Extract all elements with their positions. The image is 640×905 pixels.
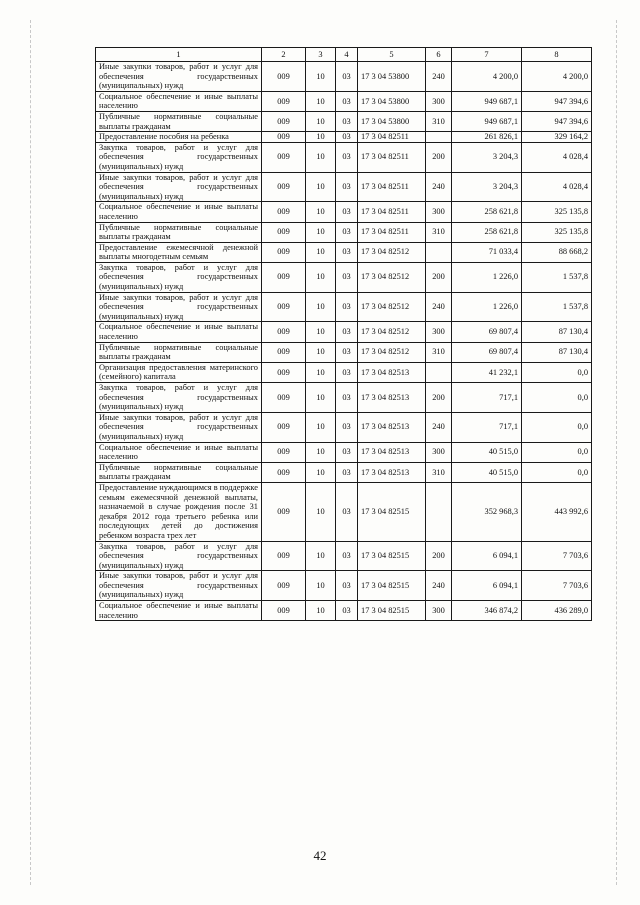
cell-amount-year-2: 7 703,6 xyxy=(522,541,592,571)
cell-subsection: 03 xyxy=(336,111,358,131)
cell-section: 10 xyxy=(306,322,336,342)
cell-subsection: 03 xyxy=(336,172,358,202)
table-row xyxy=(96,132,592,143)
cell-section: 10 xyxy=(306,482,336,541)
cell-target-article: 17 3 04 82511 xyxy=(358,172,426,202)
cell-item-name: Организация предоставления материнского (семейного) капитала xyxy=(96,362,262,382)
table-row xyxy=(96,462,592,482)
left-margin-line xyxy=(30,20,31,885)
cell-subsection: 03 xyxy=(336,571,358,601)
cell-section: 10 xyxy=(306,202,336,222)
cell-target-article: 17 3 04 82511 xyxy=(358,142,426,172)
cell-section: 10 xyxy=(306,383,336,413)
table-row xyxy=(96,383,592,413)
cell-ministry-code: 009 xyxy=(262,132,306,143)
column-header-2: 2 xyxy=(262,48,306,62)
table-row xyxy=(96,342,592,362)
cell-target-article: 17 3 04 82513 xyxy=(358,383,426,413)
page-number: 42 xyxy=(313,848,327,863)
cell-expense-type: 310 xyxy=(426,342,452,362)
table-body xyxy=(96,62,592,621)
cell-amount-year-1: 346 874,2 xyxy=(452,601,522,621)
cell-amount-year-2: 87 130,4 xyxy=(522,322,592,342)
table-row xyxy=(96,142,592,172)
cell-ministry-code: 009 xyxy=(262,322,306,342)
table-row xyxy=(96,541,592,571)
cell-subsection: 03 xyxy=(336,322,358,342)
cell-target-article: 17 3 04 82512 xyxy=(358,292,426,322)
cell-expense-type: 300 xyxy=(426,442,452,462)
cell-ministry-code: 009 xyxy=(262,571,306,601)
cell-subsection: 03 xyxy=(336,412,358,442)
cell-amount-year-1: 258 621,8 xyxy=(452,222,522,242)
cell-amount-year-1: 4 200,0 xyxy=(452,62,522,92)
cell-section: 10 xyxy=(306,62,336,92)
cell-item-name: Социальное обеспечение и иные выплаты населению xyxy=(96,322,262,342)
cell-ministry-code: 009 xyxy=(262,262,306,292)
cell-expense-type: 240 xyxy=(426,571,452,601)
cell-target-article: 17 3 04 82511 xyxy=(358,202,426,222)
cell-ministry-code: 009 xyxy=(262,541,306,571)
cell-subsection: 03 xyxy=(336,292,358,322)
cell-amount-year-2: 4 028,4 xyxy=(522,142,592,172)
cell-amount-year-2: 1 537,8 xyxy=(522,292,592,322)
cell-item-name: Публичные нормативные социальные выплаты гражданам xyxy=(96,462,262,482)
cell-ministry-code: 009 xyxy=(262,601,306,621)
cell-expense-type: 310 xyxy=(426,222,452,242)
cell-target-article: 17 3 04 82513 xyxy=(358,442,426,462)
table-row xyxy=(96,111,592,131)
cell-expense-type: 240 xyxy=(426,412,452,442)
cell-amount-year-2: 0,0 xyxy=(522,462,592,482)
cell-expense-type: 300 xyxy=(426,601,452,621)
cell-amount-year-1: 40 515,0 xyxy=(452,442,522,462)
cell-ministry-code: 009 xyxy=(262,62,306,92)
cell-expense-type: 200 xyxy=(426,142,452,172)
column-header-5: 5 xyxy=(358,48,426,62)
cell-expense-type: 200 xyxy=(426,541,452,571)
cell-expense-type: 300 xyxy=(426,91,452,111)
cell-expense-type: 310 xyxy=(426,111,452,131)
cell-section: 10 xyxy=(306,412,336,442)
cell-amount-year-1: 6 094,1 xyxy=(452,541,522,571)
cell-subsection: 03 xyxy=(336,202,358,222)
cell-amount-year-2: 947 394,6 xyxy=(522,111,592,131)
cell-subsection: 03 xyxy=(336,541,358,571)
cell-section: 10 xyxy=(306,172,336,202)
cell-ministry-code: 009 xyxy=(262,362,306,382)
cell-amount-year-1: 71 033,4 xyxy=(452,242,522,262)
cell-amount-year-2: 0,0 xyxy=(522,383,592,413)
cell-amount-year-2: 947 394,6 xyxy=(522,91,592,111)
cell-item-name: Социальное обеспечение и иные выплаты населению xyxy=(96,601,262,621)
cell-section: 10 xyxy=(306,262,336,292)
cell-section: 10 xyxy=(306,242,336,262)
column-header-3: 3 xyxy=(306,48,336,62)
cell-ministry-code: 009 xyxy=(262,202,306,222)
cell-expense-type xyxy=(426,482,452,541)
cell-subsection: 03 xyxy=(336,62,358,92)
cell-ministry-code: 009 xyxy=(262,482,306,541)
cell-item-name: Социальное обеспечение и иные выплаты населению xyxy=(96,202,262,222)
cell-item-name: Иные закупки товаров, работ и услуг для обеспечения государственных (муниципальных) нужд xyxy=(96,62,262,92)
right-margin-line xyxy=(616,20,617,885)
cell-target-article: 17 3 04 82511 xyxy=(358,132,426,143)
cell-amount-year-2: 1 537,8 xyxy=(522,262,592,292)
column-header-8: 8 xyxy=(522,48,592,62)
cell-subsection: 03 xyxy=(336,132,358,143)
cell-target-article: 17 3 04 82513 xyxy=(358,462,426,482)
table-row xyxy=(96,202,592,222)
cell-section: 10 xyxy=(306,362,336,382)
cell-item-name: Закупка товаров, работ и услуг для обеспечения государственных (муниципальных) нужд xyxy=(96,142,262,172)
cell-expense-type: 300 xyxy=(426,322,452,342)
cell-subsection: 03 xyxy=(336,91,358,111)
cell-amount-year-2: 329 164,2 xyxy=(522,132,592,143)
cell-item-name: Иные закупки товаров, работ и услуг для обеспечения государственных (муниципальных) нужд xyxy=(96,172,262,202)
cell-ministry-code: 009 xyxy=(262,442,306,462)
cell-target-article: 17 3 04 82515 xyxy=(358,571,426,601)
cell-item-name: Закупка товаров, работ и услуг для обеспечения государственных (муниципальных) нужд xyxy=(96,262,262,292)
cell-section: 10 xyxy=(306,222,336,242)
cell-subsection: 03 xyxy=(336,482,358,541)
cell-amount-year-2: 0,0 xyxy=(522,412,592,442)
cell-ministry-code: 009 xyxy=(262,172,306,202)
cell-subsection: 03 xyxy=(336,342,358,362)
cell-target-article: 17 3 04 82513 xyxy=(358,412,426,442)
cell-target-article: 17 3 04 82512 xyxy=(358,322,426,342)
cell-section: 10 xyxy=(306,132,336,143)
table-row xyxy=(96,292,592,322)
cell-item-name: Предоставление пособия на ребенка xyxy=(96,132,262,143)
cell-expense-type: 200 xyxy=(426,262,452,292)
cell-subsection: 03 xyxy=(336,442,358,462)
cell-subsection: 03 xyxy=(336,242,358,262)
cell-amount-year-1: 717,1 xyxy=(452,412,522,442)
cell-item-name: Предоставление нуждающимся в поддержке семьям ежемесячной денежной выплаты, назначаемой в случае рождения после 31 декабря 2012 года третьего ребенка или последующих детей до достижения ребенком возраста трех лет xyxy=(96,482,262,541)
cell-target-article: 17 3 04 53800 xyxy=(358,91,426,111)
cell-item-name: Иные закупки товаров, работ и услуг для обеспечения государственных (муниципальных) нужд xyxy=(96,571,262,601)
cell-ministry-code: 009 xyxy=(262,412,306,442)
cell-expense-type: 240 xyxy=(426,62,452,92)
cell-ministry-code: 009 xyxy=(262,242,306,262)
table-row xyxy=(96,172,592,202)
budget-table xyxy=(95,47,592,621)
table-row xyxy=(96,242,592,262)
cell-subsection: 03 xyxy=(336,462,358,482)
cell-amount-year-2: 0,0 xyxy=(522,442,592,462)
cell-item-name: Предоставление ежемесячной денежной выплаты многодетным семьям xyxy=(96,242,262,262)
cell-ministry-code: 009 xyxy=(262,111,306,131)
column-header-7: 7 xyxy=(452,48,522,62)
cell-amount-year-1: 3 204,3 xyxy=(452,172,522,202)
cell-item-name: Публичные нормативные социальные выплаты гражданам xyxy=(96,342,262,362)
cell-amount-year-1: 1 226,0 xyxy=(452,262,522,292)
cell-ministry-code: 009 xyxy=(262,222,306,242)
cell-amount-year-2: 0,0 xyxy=(522,362,592,382)
column-header-4: 4 xyxy=(336,48,358,62)
cell-subsection: 03 xyxy=(336,383,358,413)
cell-target-article: 17 3 04 53800 xyxy=(358,111,426,131)
cell-amount-year-2: 87 130,4 xyxy=(522,342,592,362)
cell-amount-year-1: 258 621,8 xyxy=(452,202,522,222)
cell-section: 10 xyxy=(306,292,336,322)
cell-target-article: 17 3 04 82515 xyxy=(358,482,426,541)
cell-amount-year-1: 1 226,0 xyxy=(452,292,522,322)
cell-target-article: 17 3 04 82512 xyxy=(358,242,426,262)
cell-amount-year-1: 949 687,1 xyxy=(452,91,522,111)
cell-ministry-code: 009 xyxy=(262,342,306,362)
cell-amount-year-2: 7 703,6 xyxy=(522,571,592,601)
cell-section: 10 xyxy=(306,142,336,172)
cell-expense-type: 240 xyxy=(426,172,452,202)
cell-amount-year-2: 4 200,0 xyxy=(522,62,592,92)
column-header-1: 1 xyxy=(96,48,262,62)
cell-amount-year-1: 261 826,1 xyxy=(452,132,522,143)
table-row xyxy=(96,571,592,601)
cell-target-article: 17 3 04 53800 xyxy=(358,62,426,92)
cell-expense-type: 240 xyxy=(426,292,452,322)
cell-amount-year-1: 40 515,0 xyxy=(452,462,522,482)
cell-ministry-code: 009 xyxy=(262,142,306,172)
cell-subsection: 03 xyxy=(336,142,358,172)
cell-ministry-code: 009 xyxy=(262,383,306,413)
table-row xyxy=(96,412,592,442)
cell-item-name: Иные закупки товаров, работ и услуг для обеспечения государственных (муниципальных) нужд xyxy=(96,412,262,442)
cell-item-name: Социальное обеспечение и иные выплаты населению xyxy=(96,91,262,111)
cell-target-article: 17 3 04 82512 xyxy=(358,342,426,362)
table-row xyxy=(96,262,592,292)
cell-section: 10 xyxy=(306,91,336,111)
cell-section: 10 xyxy=(306,442,336,462)
cell-expense-type xyxy=(426,132,452,143)
table-row xyxy=(96,362,592,382)
cell-amount-year-1: 949 687,1 xyxy=(452,111,522,131)
cell-subsection: 03 xyxy=(336,262,358,292)
cell-amount-year-1: 717,1 xyxy=(452,383,522,413)
cell-amount-year-1: 6 094,1 xyxy=(452,571,522,601)
cell-ministry-code: 009 xyxy=(262,91,306,111)
cell-target-article: 17 3 04 82515 xyxy=(358,601,426,621)
cell-subsection: 03 xyxy=(336,362,358,382)
table-row xyxy=(96,91,592,111)
table-row xyxy=(96,601,592,621)
table-row xyxy=(96,222,592,242)
cell-section: 10 xyxy=(306,571,336,601)
cell-section: 10 xyxy=(306,462,336,482)
cell-expense-type xyxy=(426,362,452,382)
cell-subsection: 03 xyxy=(336,601,358,621)
table-row xyxy=(96,62,592,92)
cell-amount-year-1: 3 204,3 xyxy=(452,142,522,172)
cell-amount-year-2: 443 992,6 xyxy=(522,482,592,541)
cell-amount-year-2: 325 135,8 xyxy=(522,222,592,242)
cell-ministry-code: 009 xyxy=(262,292,306,322)
cell-amount-year-2: 4 028,4 xyxy=(522,172,592,202)
cell-amount-year-1: 69 807,4 xyxy=(452,322,522,342)
header-row xyxy=(96,48,592,62)
cell-section: 10 xyxy=(306,342,336,362)
cell-expense-type: 200 xyxy=(426,383,452,413)
cell-item-name: Закупка товаров, работ и услуг для обеспечения государственных (муниципальных) нужд xyxy=(96,541,262,571)
cell-target-article: 17 3 04 82511 xyxy=(358,222,426,242)
cell-item-name: Закупка товаров, работ и услуг для обеспечения государственных (муниципальных) нужд xyxy=(96,383,262,413)
table-row xyxy=(96,442,592,462)
cell-target-article: 17 3 04 82515 xyxy=(358,541,426,571)
cell-amount-year-1: 352 968,3 xyxy=(452,482,522,541)
cell-subsection: 03 xyxy=(336,222,358,242)
cell-item-name: Социальное обеспечение и иные выплаты населению xyxy=(96,442,262,462)
cell-target-article: 17 3 04 82512 xyxy=(358,262,426,292)
cell-target-article: 17 3 04 82513 xyxy=(358,362,426,382)
column-header-6: 6 xyxy=(426,48,452,62)
cell-amount-year-2: 436 289,0 xyxy=(522,601,592,621)
cell-amount-year-2: 88 668,2 xyxy=(522,242,592,262)
cell-amount-year-1: 69 807,4 xyxy=(452,342,522,362)
table-row xyxy=(96,482,592,541)
table-row xyxy=(96,322,592,342)
cell-expense-type: 310 xyxy=(426,462,452,482)
cell-item-name: Публичные нормативные социальные выплаты гражданам xyxy=(96,111,262,131)
cell-item-name: Иные закупки товаров, работ и услуг для обеспечения государственных (муниципальных) нужд xyxy=(96,292,262,322)
cell-section: 10 xyxy=(306,541,336,571)
cell-section: 10 xyxy=(306,601,336,621)
cell-expense-type xyxy=(426,242,452,262)
cell-amount-year-1: 41 232,1 xyxy=(452,362,522,382)
cell-ministry-code: 009 xyxy=(262,462,306,482)
cell-section: 10 xyxy=(306,111,336,131)
cell-expense-type: 300 xyxy=(426,202,452,222)
cell-amount-year-2: 325 135,8 xyxy=(522,202,592,222)
cell-item-name: Публичные нормативные социальные выплаты гражданам xyxy=(96,222,262,242)
